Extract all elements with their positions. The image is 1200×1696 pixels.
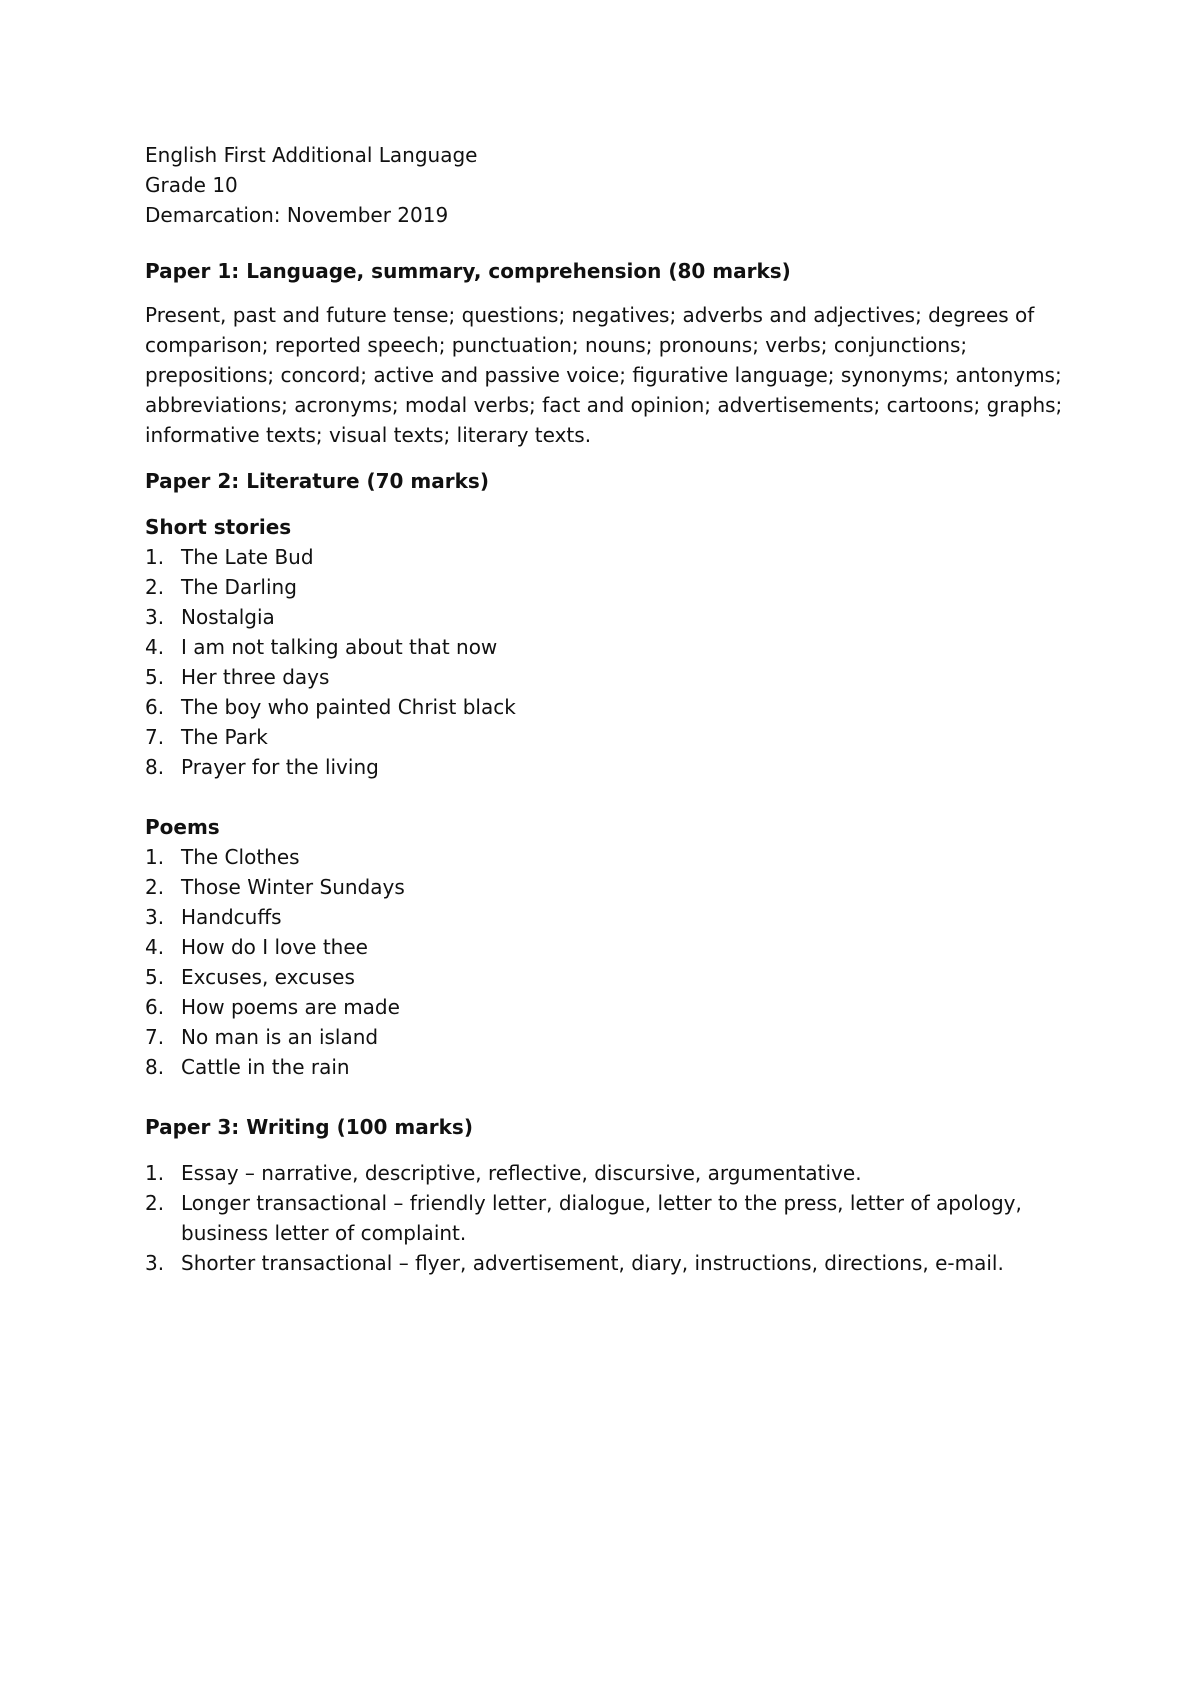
paper3-heading: Paper 3: Writing (100 marks) — [145, 1115, 473, 1139]
poems-list — [145, 842, 1065, 1082]
spacer — [145, 496, 1065, 512]
short-stories-list — [145, 542, 1065, 782]
list-item: 2. The Darling — [145, 575, 297, 599]
list-item: 3. Nostalgia — [145, 605, 275, 629]
list-item: 1. Essay – narrative, descriptive, reflective, discursive, argumentative. — [145, 1161, 862, 1185]
list-item: 2. Those Winter Sundays — [145, 875, 405, 899]
list-item: 2. Longer transactional – friendly letter, dialogue, letter to the press, letter of apology, business letter of complaint. — [145, 1191, 1022, 1245]
grade-line: Grade 10 — [145, 173, 238, 197]
subject-title: English First Additional Language — [145, 143, 478, 167]
list-item: 8. Cattle in the rain — [145, 1055, 350, 1079]
list-item: 3. Handcuffs — [145, 905, 282, 929]
list-item: 5. Her three days — [145, 665, 330, 689]
list-item: 3. Shorter transactional – flyer, advertisement, diary, instructions, directions, e-mail. — [145, 1251, 1004, 1275]
list-item: 7. The Park — [145, 725, 268, 749]
list-item: 7. No man is an island — [145, 1025, 379, 1049]
spacer — [145, 450, 1065, 466]
paper3-list — [145, 1158, 1065, 1278]
short-stories-heading: Short stories — [145, 515, 292, 539]
paper1-heading: Paper 1: Language, summary, comprehension (80 marks) — [145, 259, 791, 283]
list-item: 8. Prayer for the living — [145, 755, 379, 779]
list-item: 1. The Clothes — [145, 845, 300, 869]
demarcation-line: Demarcation: November 2019 — [145, 203, 449, 227]
list-item: 4. I am not talking about that now — [145, 635, 498, 659]
poems-heading: Poems — [145, 815, 220, 839]
list-item: 4. How do I love thee — [145, 935, 368, 959]
list-item: 1. The Late Bud — [145, 545, 314, 569]
spacer — [145, 1142, 1065, 1158]
spacer — [145, 230, 1065, 256]
list-item: 6. The boy who painted Christ black — [145, 695, 516, 719]
spacer — [145, 1082, 1065, 1112]
document-page — [145, 140, 1065, 1278]
paper2-heading: Paper 2: Literature (70 marks) — [145, 469, 489, 493]
list-item: 5. Excuses, excuses — [145, 965, 355, 989]
spacer — [145, 782, 1065, 812]
spacer — [145, 286, 1065, 300]
paper1-body: Present, past and future tense; questions; negatives; adverbs and adjectives; degrees of comparison; reported speech; punctuation; nouns; pronouns; verbs; conjunctions; prepositions; concord; active and passive voice; figurative language; synonyms; antonyms; abbreviations; acronyms; modal verbs; fact and opinion; advertisements; cartoons; graphs; informative texts; visual texts; literary texts. — [145, 303, 1063, 447]
list-item: 6. How poems are made — [145, 995, 400, 1019]
